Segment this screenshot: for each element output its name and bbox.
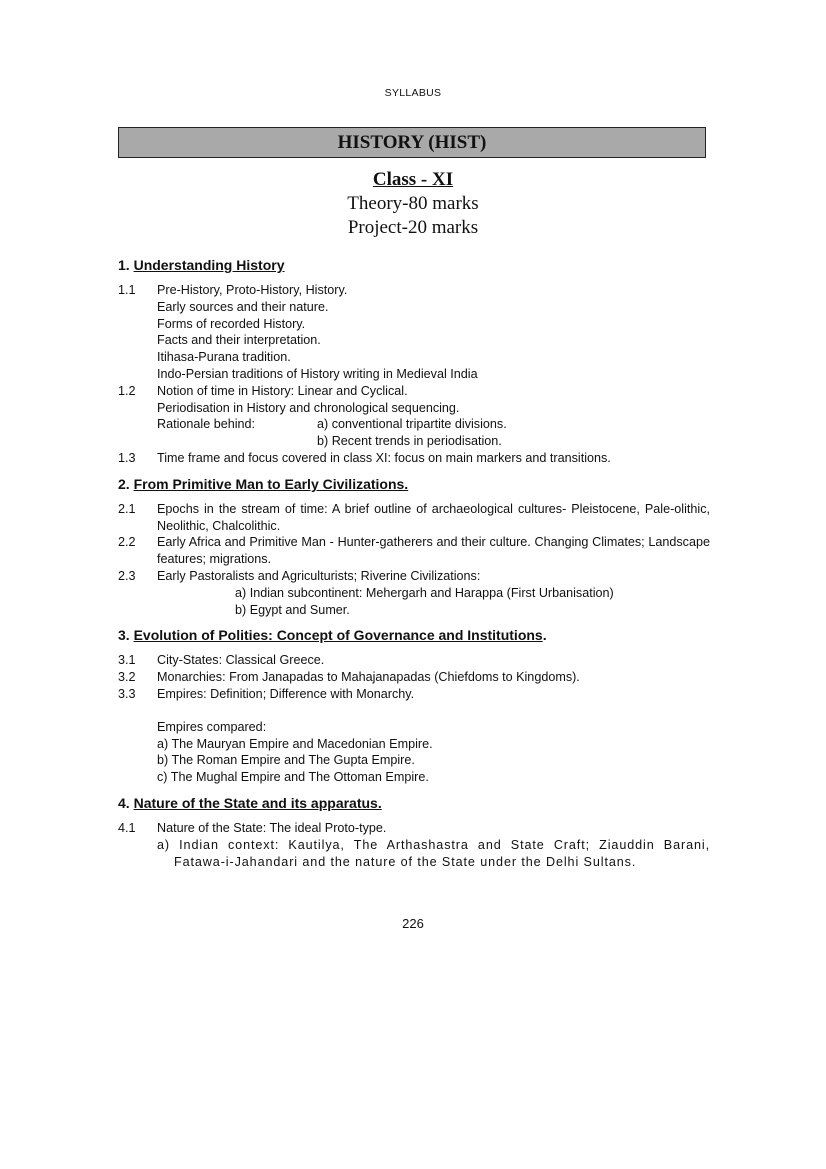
sub-item: b) Egypt and Sumer. bbox=[235, 602, 350, 617]
item-text: Early Pastoralists and Agriculturists; Riverine Civilizations: bbox=[157, 568, 481, 583]
item-line: Facts and their interpretation. bbox=[157, 333, 321, 348]
item-number: 2.2 bbox=[118, 535, 136, 550]
item-line: Pre-History, Proto-History, History. bbox=[157, 283, 348, 297]
item-2-1 bbox=[118, 501, 710, 535]
item-3-1 bbox=[118, 652, 710, 669]
item-number: 2.3 bbox=[118, 568, 136, 583]
section-heading-4 bbox=[118, 794, 710, 812]
section-title: Understanding History bbox=[133, 257, 285, 273]
rationale-item: b) Recent trends in periodisation. bbox=[317, 434, 502, 449]
item-text: Empires: Definition; Difference with Monarchy. bbox=[157, 686, 415, 701]
item-text: Early Africa and Primitive Man - Hunter-gatherers and their culture. Changing Climates; Landscape features; migrations. bbox=[157, 535, 710, 567]
syllabus-content bbox=[118, 256, 710, 870]
section-heading-1 bbox=[118, 256, 710, 274]
rationale-label: Rationale behind: bbox=[157, 417, 256, 432]
item-line: Early sources and their nature. bbox=[157, 299, 329, 314]
section-number: 2. bbox=[118, 475, 130, 492]
item-4-1 bbox=[118, 820, 710, 870]
compared-item: b) The Roman Empire and The Gupta Empire. bbox=[157, 753, 415, 768]
sub-item: a) Indian context: Kautilya, The Arthashastra and State Craft; Ziauddin Barani, Fatawa-i-Jahandari and the nature of the State under the Delhi Sultans. bbox=[157, 837, 710, 869]
section-title: Nature of the State and its apparatus. bbox=[133, 794, 382, 811]
section-number: 3. bbox=[118, 627, 130, 644]
rationale-item: a) conventional tripartite divisions. bbox=[317, 417, 507, 432]
project-marks: Project-20 marks bbox=[347, 217, 479, 238]
section-title: Evolution of Polities: Concept of Governance and Institutions bbox=[133, 627, 543, 644]
item-1-3 bbox=[118, 450, 710, 467]
theory-marks: Theory-80 marks bbox=[347, 193, 479, 214]
item-line: Periodisation in History and chronological sequencing. bbox=[157, 400, 460, 415]
item-line: Indo-Persian traditions of History writing in Medieval India bbox=[157, 366, 478, 381]
class-block bbox=[0, 168, 826, 240]
compared-item: c) The Mughal Empire and The Ottoman Empire. bbox=[157, 770, 429, 785]
item-number: 3.3 bbox=[118, 686, 136, 701]
item-number: 4.1 bbox=[118, 820, 136, 835]
item-number: 1.3 bbox=[118, 450, 136, 465]
item-number: 1.2 bbox=[118, 383, 136, 398]
running-head: SYLLABUS bbox=[384, 87, 442, 99]
item-text: City-States: Classical Greece. bbox=[157, 653, 325, 668]
rationale-row bbox=[157, 433, 710, 450]
item-text: Nature of the State: The ideal Proto-type. bbox=[157, 820, 387, 835]
item-2-3 bbox=[118, 568, 710, 618]
item-text: Epochs in the stream of time: A brief outline of archaeological cultures- Pleistocene, Pale-olithic, Neolithic, Chalcolithic. bbox=[157, 501, 710, 533]
compared-item: a) The Mauryan Empire and Macedonian Empire. bbox=[157, 736, 433, 751]
item-number: 3.1 bbox=[118, 653, 136, 668]
item-1-2 bbox=[118, 383, 710, 450]
section-heading-2 bbox=[118, 475, 710, 493]
section-number: 1. bbox=[118, 257, 130, 273]
item-text: Time frame and focus covered in class XI: focus on main markers and transitions. bbox=[157, 450, 611, 465]
item-text: Monarchies: From Janapadas to Mahajanapadas (Chiefdoms to Kingdoms). bbox=[157, 670, 580, 685]
page-number: 226 bbox=[402, 916, 424, 931]
empires-compared bbox=[118, 719, 710, 786]
item-3-2 bbox=[118, 669, 710, 686]
section-title: From Primitive Man to Early Civilizations. bbox=[133, 475, 409, 492]
item-3-3 bbox=[118, 686, 710, 703]
item-number: 1.1 bbox=[118, 283, 136, 297]
class-title: Class - XI bbox=[372, 169, 454, 190]
item-line: Forms of recorded History. bbox=[157, 316, 306, 331]
section-number: 4. bbox=[118, 794, 130, 811]
item-1-1 bbox=[118, 282, 710, 383]
subject-title-box bbox=[118, 127, 706, 158]
section-heading-3 bbox=[118, 626, 710, 644]
compared-label: Empires compared: bbox=[157, 719, 267, 734]
rationale-spacer bbox=[157, 433, 317, 450]
item-number: 3.2 bbox=[118, 670, 136, 685]
subject-title: HISTORY (HIST) bbox=[337, 131, 487, 153]
item-number: 2.1 bbox=[118, 501, 136, 516]
rationale-row bbox=[157, 416, 710, 433]
section-title-suffix: . bbox=[542, 627, 547, 644]
item-2-2 bbox=[118, 534, 710, 568]
item-line: Itihasa-Purana tradition. bbox=[157, 350, 291, 365]
item-line: Notion of time in History: Linear and Cyclical. bbox=[157, 383, 408, 398]
sub-item: a) Indian subcontinent: Mehergarh and Harappa (First Urbanisation) bbox=[235, 585, 614, 600]
